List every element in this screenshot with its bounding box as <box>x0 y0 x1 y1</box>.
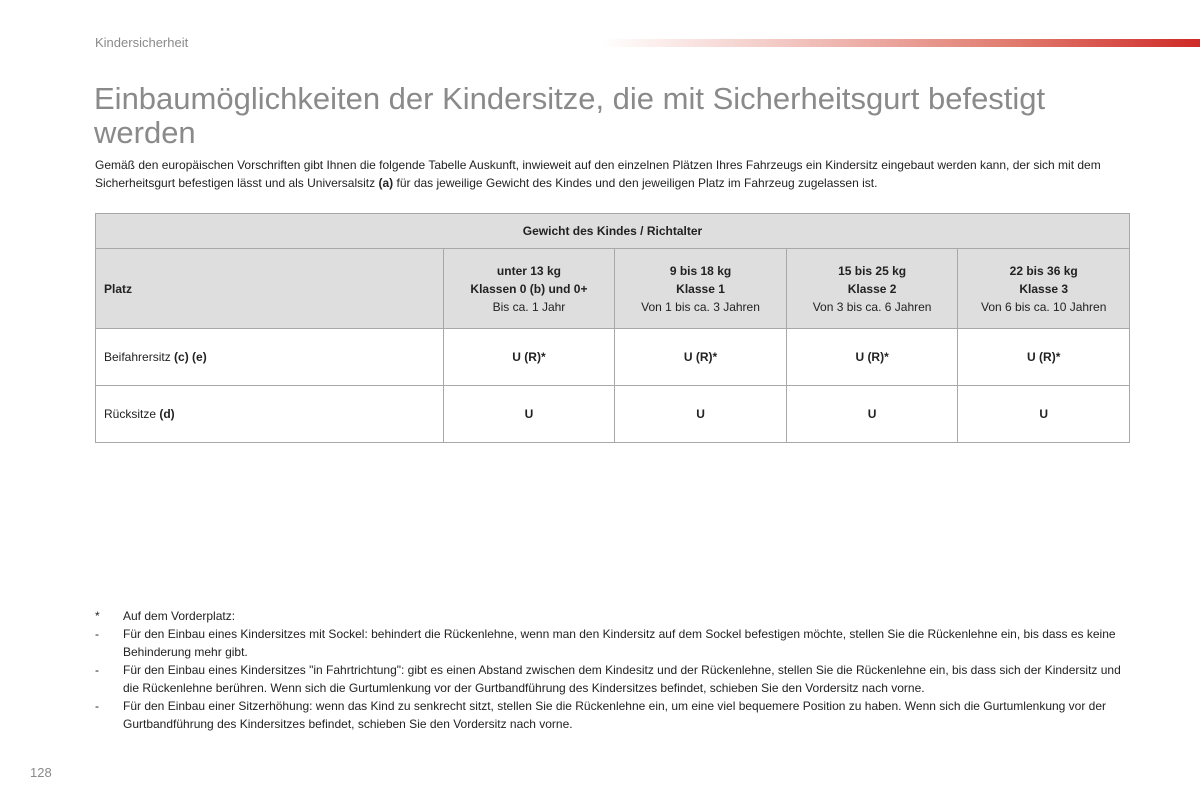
value-cell: U (R)* <box>958 329 1130 386</box>
footnote-text: Für den Einbau eines Kindersitzes mit Sockel: behindert die Rückenlehne, wenn man den Kindersitz auf dem Sockel befestigen möchte, stellen Sie die Rückenlehne ein, bis dass es keine Behinderung mehr gibt. <box>123 627 1116 659</box>
group-age: Von 1 bis ca. 3 Jahren <box>641 299 760 314</box>
group-weight: 9 bis 18 kg <box>669 263 732 278</box>
value-cell: U <box>443 386 615 443</box>
group-cell <box>615 249 787 329</box>
seat-ref: (d) <box>159 407 175 421</box>
group-weight: 22 bis 36 kg <box>1009 263 1078 278</box>
group-cell <box>443 249 615 329</box>
group-weight: unter 13 kg <box>496 263 561 278</box>
seat-cell <box>96 386 444 443</box>
footnote-marker: - <box>95 663 99 677</box>
value-cell: U <box>958 386 1130 443</box>
group-class: Klasse 3 <box>1019 281 1069 296</box>
footnote <box>95 661 1135 697</box>
value-cell: U <box>615 386 787 443</box>
group-row <box>96 249 1130 329</box>
section-label: Kindersicherheit <box>95 35 189 50</box>
value-cell: U <box>786 386 958 443</box>
seat-cell <box>96 329 444 386</box>
intro-ref: (a) <box>378 176 394 190</box>
platz-header: Platz <box>96 249 444 329</box>
page-number: 128 <box>30 765 52 780</box>
header-accent-bar <box>600 39 1200 47</box>
table-row <box>96 386 1130 443</box>
table-header-row <box>96 214 1130 249</box>
seat-label: Beifahrersitz <box>104 350 175 364</box>
footnote-text: Auf dem Vorderplatz: <box>123 609 236 623</box>
group-age: Von 3 bis ca. 6 Jahren <box>812 299 932 314</box>
footnote <box>95 697 1135 733</box>
footnote <box>95 625 1135 661</box>
seat-ref: (c) (e) <box>174 350 207 364</box>
footnote-marker: - <box>95 627 99 641</box>
footnotes <box>95 607 1135 733</box>
intro-text-2: für das jeweilige Gewicht des Kindes und den jeweiligen Platz im Fahrzeug zugelassen ist. <box>393 176 878 190</box>
group-age: Von 6 bis ca. 10 Jahren <box>980 299 1107 314</box>
page-title: Einbaumöglichkeiten der Kindersitze, die mit Sicherheitsgurt befestigt werden <box>94 81 1046 150</box>
group-class: Klasse 1 <box>676 281 725 296</box>
value-cell: U (R)* <box>615 329 787 386</box>
table-row <box>96 329 1130 386</box>
footnote-text: Für den Einbau eines Kindersitzes "in Fahrtrichtung": gibt es einen Abstand zwischen dem Kindesitz und der Rückenlehne, stellen Sie die Rückenlehne ein, bis dass sich der Kindersitz und die Rückenlehne berühren. Wenn sich die Gurtumlenkung vor der Gurtbandführung des Kindersitzes befindet, schieben Sie den Vordersitz nach vorne. <box>123 663 1121 695</box>
group-class: Klasse 2 <box>847 281 897 296</box>
group-cell <box>958 249 1130 329</box>
footnote-text: Für den Einbau einer Sitzerhöhung: wenn das Kind zu senkrecht sitzt, stellen Sie die Rückenlehne ein, um eine viel bequemere Position zu haben. Wenn sich die Gurtumlenkung vor der Gurtbandführung des Kindersitzes befindet, schieben Sie den Vordersitz nach vorne. <box>123 699 1107 731</box>
footnote-marker: - <box>95 699 99 713</box>
intro-text-1: Gemäß den europäischen Vorschriften gibt Ihnen die folgende Tabelle Auskunft, inwieweit auf den einzelnen Plätzen Ihres Fahrzeugs ein Kindersitz eingebaut werden kann, der sich mit dem Sicherheitsgurt befestigen lässt und als Universalsitz <box>95 158 1101 190</box>
group-class: Klassen 0 (b) und 0+ <box>470 281 588 296</box>
intro-paragraph <box>95 156 1135 192</box>
group-cell <box>786 249 958 329</box>
footnote-marker: * <box>95 609 100 623</box>
footnote <box>95 607 1135 625</box>
value-cell: U (R)* <box>443 329 615 386</box>
child-seat-table <box>95 213 1130 443</box>
group-age: Bis ca. 1 Jahr <box>492 299 566 314</box>
table-header: Gewicht des Kindes / Richtalter <box>96 214 1130 249</box>
value-cell: U (R)* <box>786 329 958 386</box>
seat-label: Rücksitze <box>104 407 160 421</box>
group-weight: 15 bis 25 kg <box>838 263 907 278</box>
